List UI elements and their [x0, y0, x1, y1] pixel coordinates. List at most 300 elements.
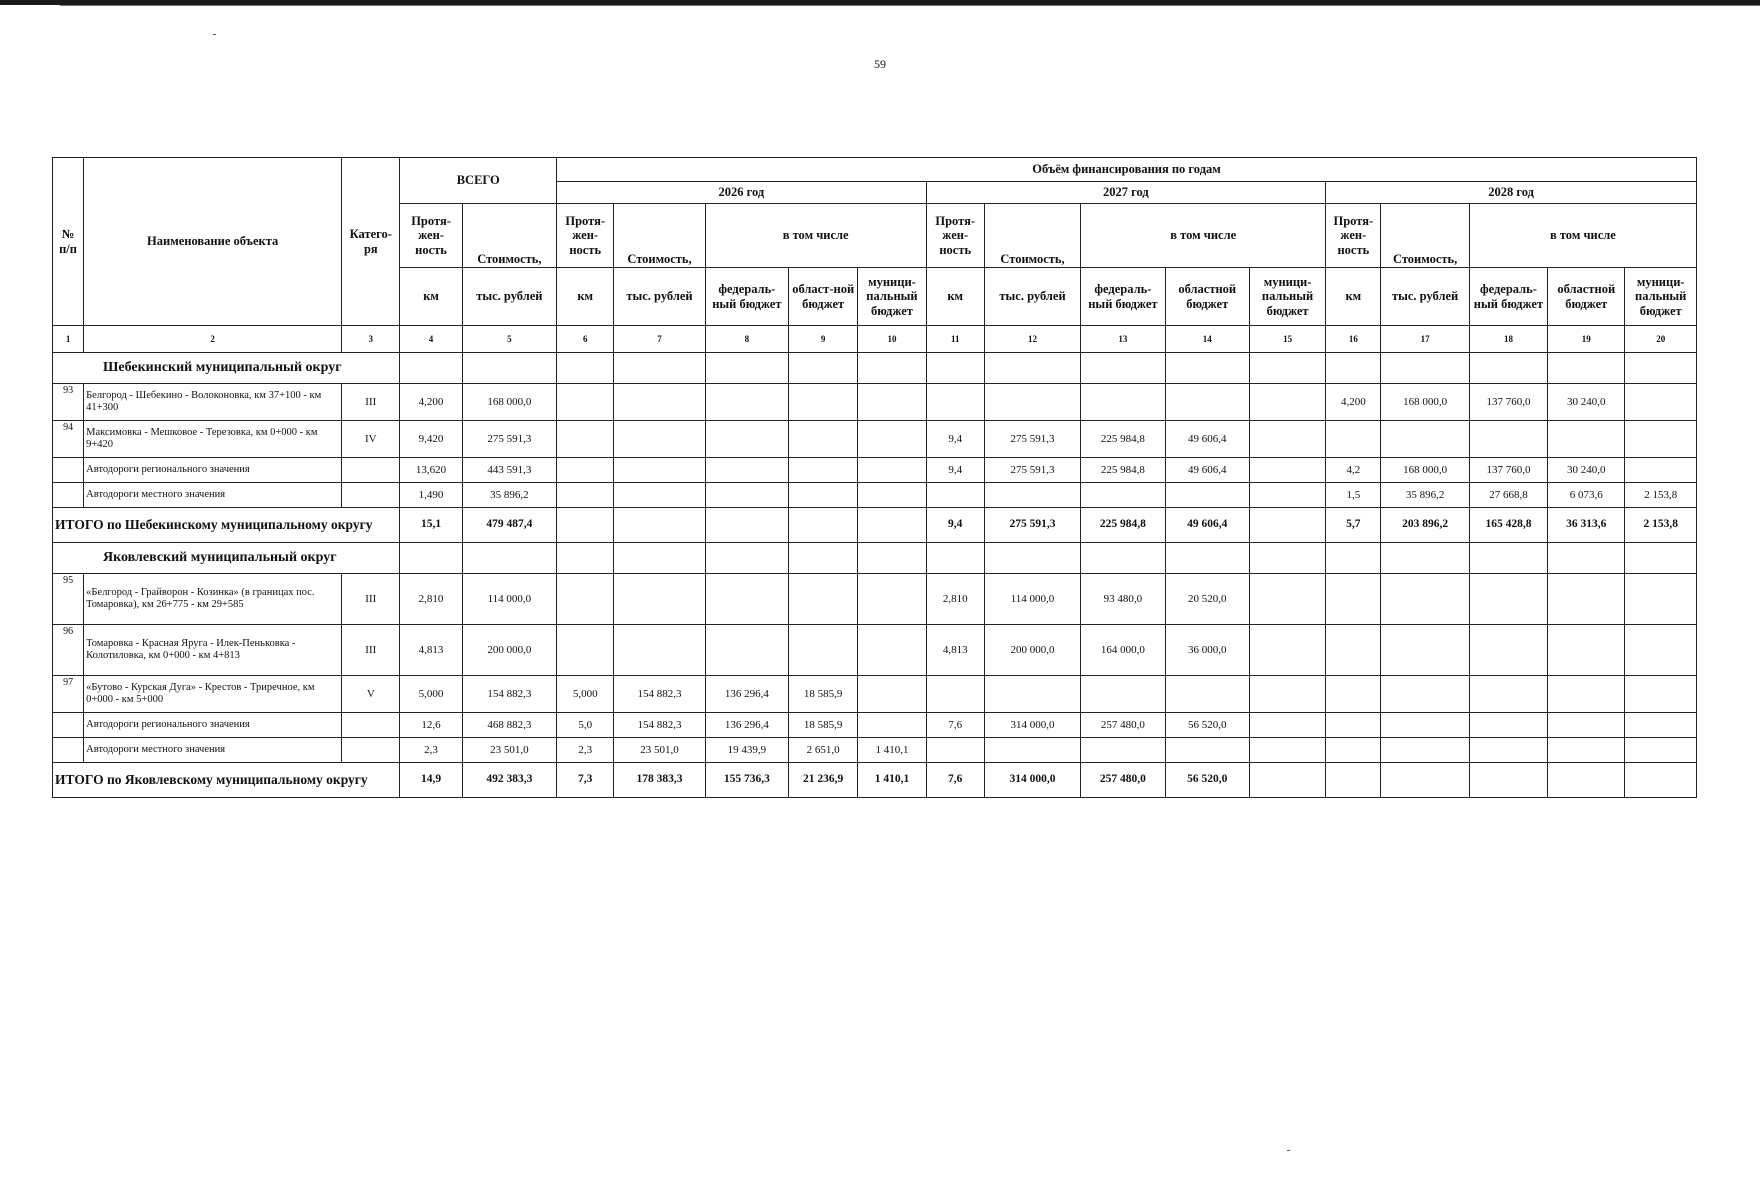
- value-cell: [1165, 676, 1249, 713]
- value-cell: 23 501,0: [614, 738, 705, 763]
- value-cell: [1381, 713, 1469, 738]
- value-cell: [1081, 384, 1165, 421]
- value-cell: [1249, 763, 1325, 798]
- value-cell: [557, 574, 614, 625]
- value-cell: 178 383,3: [614, 763, 705, 798]
- value-cell: [789, 384, 858, 421]
- empty-cell: [1548, 353, 1625, 384]
- value-cell: 30 240,0: [1548, 458, 1625, 483]
- row-number: 94: [53, 421, 84, 458]
- value-cell: [1381, 421, 1469, 458]
- value-cell: [1469, 574, 1547, 625]
- value-cell: [1381, 738, 1469, 763]
- value-cell: [1548, 738, 1625, 763]
- value-cell: [789, 421, 858, 458]
- empty-cell: [342, 483, 400, 508]
- scan-speck: [1287, 1150, 1290, 1151]
- value-cell: 49 606,4: [1165, 458, 1249, 483]
- value-cell: [1381, 574, 1469, 625]
- column-number-cell: 8: [705, 326, 788, 353]
- road-category: III: [342, 574, 400, 625]
- value-cell: 168 000,0: [1381, 384, 1469, 421]
- including-header: в том числе: [705, 204, 926, 268]
- value-cell: [1326, 421, 1381, 458]
- value-cell: [984, 738, 1080, 763]
- value-cell: 1 410,1: [858, 738, 926, 763]
- value-cell: 21 236,9: [789, 763, 858, 798]
- empty-cell: [926, 353, 984, 384]
- value-cell: 275 591,3: [462, 421, 556, 458]
- empty-cell: [614, 353, 705, 384]
- km-unit: км: [400, 268, 462, 326]
- mun-budget-header: муници-пальный бюджет: [1625, 268, 1697, 326]
- column-number-cell: 10: [858, 326, 926, 353]
- value-cell: 93 480,0: [1081, 574, 1165, 625]
- value-cell: 443 591,3: [462, 458, 556, 483]
- subtotal-row: [53, 458, 1697, 483]
- object-name: Томаровка - Красная Яруга - Илек-Пеньковка - Колотиловка, км 0+000 - км 4+813: [84, 625, 342, 676]
- value-cell: [984, 384, 1080, 421]
- empty-cell: [53, 483, 84, 508]
- object-row: [53, 625, 1697, 676]
- object-row: [53, 384, 1697, 421]
- table-body: [53, 326, 1697, 798]
- value-cell: 2 651,0: [789, 738, 858, 763]
- empty-cell: [1326, 353, 1381, 384]
- value-cell: 7,6: [926, 713, 984, 738]
- subtotal-name: Автодороги регионального значения: [84, 713, 342, 738]
- value-cell: 225 984,8: [1081, 421, 1165, 458]
- km-unit: км: [557, 268, 614, 326]
- value-cell: 200 000,0: [984, 625, 1080, 676]
- value-cell: 13,620: [400, 458, 462, 483]
- value-cell: 9,420: [400, 421, 462, 458]
- value-cell: [984, 483, 1080, 508]
- empty-cell: [342, 713, 400, 738]
- value-cell: [1326, 574, 1381, 625]
- road-category: V: [342, 676, 400, 713]
- financing-table: [52, 157, 1697, 798]
- value-cell: [557, 483, 614, 508]
- value-cell: [1249, 713, 1325, 738]
- object-row: [53, 676, 1697, 713]
- km-unit: км: [1326, 268, 1381, 326]
- subtotal-name: Автодороги местного значения: [84, 738, 342, 763]
- value-cell: [858, 508, 926, 543]
- value-cell: 225 984,8: [1081, 458, 1165, 483]
- value-cell: 154 882,3: [462, 676, 556, 713]
- value-cell: 9,4: [926, 458, 984, 483]
- empty-cell: [342, 738, 400, 763]
- empty-cell: [789, 353, 858, 384]
- value-cell: 137 760,0: [1469, 458, 1547, 483]
- year-header-2026: 2026 год: [557, 182, 927, 204]
- value-cell: 114 000,0: [984, 574, 1080, 625]
- value-cell: [926, 676, 984, 713]
- value-cell: [858, 458, 926, 483]
- subtotal-row: [53, 483, 1697, 508]
- column-number-cell: 5: [462, 326, 556, 353]
- column-number-cell: 4: [400, 326, 462, 353]
- empty-cell: [984, 353, 1080, 384]
- value-cell: 165 428,8: [1469, 508, 1547, 543]
- value-cell: [557, 421, 614, 458]
- value-cell: 35 896,2: [462, 483, 556, 508]
- value-cell: [1165, 738, 1249, 763]
- object-name: Белгород - Шебекино - Волоконовка, км 37+100 - км 41+300: [84, 384, 342, 421]
- value-cell: [1249, 483, 1325, 508]
- value-cell: 164 000,0: [1081, 625, 1165, 676]
- value-cell: [1381, 676, 1469, 713]
- road-category: IV: [342, 421, 400, 458]
- district-title: Яковлевский муниципальный округ: [53, 543, 400, 574]
- mun-budget-header: муници-пальный бюджет: [858, 268, 926, 326]
- value-cell: 1,490: [400, 483, 462, 508]
- mun-budget-header: муници-пальный бюджет: [1249, 268, 1325, 326]
- district-header-row: [53, 353, 1697, 384]
- value-cell: 7,3: [557, 763, 614, 798]
- value-cell: [557, 625, 614, 676]
- value-cell: [926, 483, 984, 508]
- empty-cell: [1548, 543, 1625, 574]
- cost-unit: тыс. рублей: [462, 268, 556, 326]
- value-cell: [557, 458, 614, 483]
- value-cell: 168 000,0: [462, 384, 556, 421]
- value-cell: [705, 421, 788, 458]
- reg-budget-header: областной бюджет: [1548, 268, 1625, 326]
- value-cell: [1625, 676, 1697, 713]
- value-cell: 18 585,9: [789, 676, 858, 713]
- empty-cell: [858, 353, 926, 384]
- value-cell: 136 296,4: [705, 713, 788, 738]
- empty-cell: [1381, 543, 1469, 574]
- value-cell: [1165, 384, 1249, 421]
- value-cell: 1 410,1: [858, 763, 926, 798]
- district-total-label: ИТОГО по Яковлевскому муниципальному округу: [53, 763, 400, 798]
- empty-cell: [1249, 543, 1325, 574]
- value-cell: 49 606,4: [1165, 508, 1249, 543]
- empty-cell: [1081, 543, 1165, 574]
- value-cell: [1548, 676, 1625, 713]
- value-cell: [1249, 676, 1325, 713]
- value-cell: 468 882,3: [462, 713, 556, 738]
- fed-budget-header: федераль-ный бюджет: [1081, 268, 1165, 326]
- empty-cell: [400, 353, 462, 384]
- value-cell: [926, 738, 984, 763]
- value-cell: 114 000,0: [462, 574, 556, 625]
- value-cell: 155 736,3: [705, 763, 788, 798]
- empty-cell: [858, 543, 926, 574]
- value-cell: 36 313,6: [1548, 508, 1625, 543]
- value-cell: 314 000,0: [984, 763, 1080, 798]
- value-cell: 27 668,8: [1469, 483, 1547, 508]
- value-cell: [557, 508, 614, 543]
- value-cell: [1469, 421, 1547, 458]
- value-cell: [1625, 458, 1697, 483]
- empty-cell: [1381, 353, 1469, 384]
- subtotal-name: Автодороги местного значения: [84, 483, 342, 508]
- value-cell: [614, 625, 705, 676]
- value-cell: [1625, 713, 1697, 738]
- row-number: 96: [53, 625, 84, 676]
- value-cell: [705, 458, 788, 483]
- including-header: в том числе: [1469, 204, 1696, 268]
- value-cell: [789, 574, 858, 625]
- value-cell: [984, 676, 1080, 713]
- value-cell: 154 882,3: [614, 713, 705, 738]
- value-cell: [1249, 738, 1325, 763]
- value-cell: [1326, 625, 1381, 676]
- value-cell: [1326, 676, 1381, 713]
- value-cell: [1548, 713, 1625, 738]
- column-number-cell: 12: [984, 326, 1080, 353]
- cost-header: Стоимость,: [614, 204, 705, 268]
- value-cell: 49 606,4: [1165, 421, 1249, 458]
- col-header-total: ВСЕГО: [400, 158, 557, 204]
- value-cell: 9,4: [926, 421, 984, 458]
- value-cell: 15,1: [400, 508, 462, 543]
- subtotal-name: Автодороги регионального значения: [84, 458, 342, 483]
- cost-unit: тыс. рублей: [1381, 268, 1469, 326]
- scan-top-edge-shadow: [60, 5, 1760, 6]
- value-cell: [789, 625, 858, 676]
- value-cell: 14,9: [400, 763, 462, 798]
- cost-header: Стоимость,: [462, 204, 556, 268]
- value-cell: [1625, 574, 1697, 625]
- value-cell: [1249, 574, 1325, 625]
- value-cell: 19 439,9: [705, 738, 788, 763]
- column-number-cell: 14: [1165, 326, 1249, 353]
- value-cell: [1081, 738, 1165, 763]
- value-cell: [1469, 625, 1547, 676]
- value-cell: [614, 421, 705, 458]
- object-name: «Белгород - Грайворон - Козинка» (в границах пос. Томаровка), км 26+775 - км 29+585: [84, 574, 342, 625]
- row-number: 95: [53, 574, 84, 625]
- value-cell: 5,000: [557, 676, 614, 713]
- value-cell: 36 000,0: [1165, 625, 1249, 676]
- empty-cell: [462, 543, 556, 574]
- value-cell: 225 984,8: [1081, 508, 1165, 543]
- column-number-cell: 3: [342, 326, 400, 353]
- empty-cell: [705, 543, 788, 574]
- length-header: Протя-жен-ность: [400, 204, 462, 268]
- value-cell: [1469, 738, 1547, 763]
- district-header-row: [53, 543, 1697, 574]
- object-name: Максимовка - Мешковое - Терезовка, км 0+000 - км 9+420: [84, 421, 342, 458]
- empty-cell: [984, 543, 1080, 574]
- page-number: 59: [874, 57, 886, 71]
- value-cell: 4,200: [400, 384, 462, 421]
- column-number-cell: 11: [926, 326, 984, 353]
- value-cell: 492 383,3: [462, 763, 556, 798]
- value-cell: 275 591,3: [984, 421, 1080, 458]
- value-cell: [705, 483, 788, 508]
- value-cell: [1326, 713, 1381, 738]
- col-header-funding: Объём финансирования по годам: [557, 158, 1697, 182]
- value-cell: 5,7: [1326, 508, 1381, 543]
- value-cell: 20 520,0: [1165, 574, 1249, 625]
- empty-cell: [557, 353, 614, 384]
- empty-cell: [1625, 353, 1697, 384]
- year-header-2027: 2027 год: [926, 182, 1326, 204]
- value-cell: [858, 384, 926, 421]
- object-name: «Бутово - Курская Дуга» - Крестов - Триречное, км 0+000 - км 5+000: [84, 676, 342, 713]
- fed-budget-header: федераль-ный бюджет: [705, 268, 788, 326]
- value-cell: [1249, 384, 1325, 421]
- empty-cell: [1165, 353, 1249, 384]
- column-number-cell: 18: [1469, 326, 1547, 353]
- road-category: III: [342, 384, 400, 421]
- value-cell: 203 896,2: [1381, 508, 1469, 543]
- column-number-cell: 19: [1548, 326, 1625, 353]
- value-cell: 56 520,0: [1165, 763, 1249, 798]
- empty-cell: [53, 713, 84, 738]
- district-total-row: [53, 763, 1697, 798]
- column-number-cell: 1: [53, 326, 84, 353]
- value-cell: [1326, 738, 1381, 763]
- row-number: 97: [53, 676, 84, 713]
- empty-cell: [53, 738, 84, 763]
- row-number: 93: [53, 384, 84, 421]
- scan-speck: [213, 34, 216, 35]
- value-cell: [1625, 625, 1697, 676]
- value-cell: 257 480,0: [1081, 713, 1165, 738]
- value-cell: 4,813: [400, 625, 462, 676]
- column-number-cell: 20: [1625, 326, 1697, 353]
- length-header: Протя-жен-ность: [1326, 204, 1381, 268]
- column-number-row: [53, 326, 1697, 353]
- column-number-cell: 13: [1081, 326, 1165, 353]
- value-cell: 2,3: [557, 738, 614, 763]
- value-cell: 30 240,0: [1548, 384, 1625, 421]
- reg-budget-header: областной бюджет: [1165, 268, 1249, 326]
- empty-cell: [926, 543, 984, 574]
- value-cell: 18 585,9: [789, 713, 858, 738]
- value-cell: 2,3: [400, 738, 462, 763]
- empty-cell: [1469, 543, 1547, 574]
- value-cell: [1625, 738, 1697, 763]
- column-number-cell: 15: [1249, 326, 1325, 353]
- value-cell: [1381, 625, 1469, 676]
- value-cell: 275 591,3: [984, 458, 1080, 483]
- value-cell: [1625, 763, 1697, 798]
- col-header-num: № п/п: [53, 158, 84, 326]
- cost-header: Стоимость,: [1381, 204, 1469, 268]
- empty-cell: [1165, 543, 1249, 574]
- value-cell: 200 000,0: [462, 625, 556, 676]
- column-number-cell: 6: [557, 326, 614, 353]
- value-cell: [789, 458, 858, 483]
- column-number-cell: 16: [1326, 326, 1381, 353]
- column-number-cell: 17: [1381, 326, 1469, 353]
- value-cell: 4,200: [1326, 384, 1381, 421]
- value-cell: 275 591,3: [984, 508, 1080, 543]
- value-cell: [614, 384, 705, 421]
- value-cell: 136 296,4: [705, 676, 788, 713]
- column-number-cell: 9: [789, 326, 858, 353]
- value-cell: [614, 483, 705, 508]
- value-cell: [858, 421, 926, 458]
- object-row: [53, 421, 1697, 458]
- value-cell: [1548, 763, 1625, 798]
- value-cell: 257 480,0: [1081, 763, 1165, 798]
- col-header-category: Катего-ря: [342, 158, 400, 326]
- empty-cell: [342, 458, 400, 483]
- district-title: Шебекинский муниципальный округ: [53, 353, 400, 384]
- subtotal-row: [53, 738, 1697, 763]
- value-cell: 479 487,4: [462, 508, 556, 543]
- value-cell: [858, 574, 926, 625]
- col-header-name: Наименование объекта: [84, 158, 342, 326]
- km-unit: км: [926, 268, 984, 326]
- value-cell: [789, 508, 858, 543]
- value-cell: 4,813: [926, 625, 984, 676]
- length-header: Протя-жен-ность: [557, 204, 614, 268]
- value-cell: [1081, 483, 1165, 508]
- value-cell: 168 000,0: [1381, 458, 1469, 483]
- value-cell: [1249, 458, 1325, 483]
- value-cell: [614, 508, 705, 543]
- cost-unit: тыс. рублей: [614, 268, 705, 326]
- value-cell: 5,000: [400, 676, 462, 713]
- year-header-2028: 2028 год: [1326, 182, 1697, 204]
- empty-cell: [705, 353, 788, 384]
- value-cell: 35 896,2: [1381, 483, 1469, 508]
- value-cell: [1249, 625, 1325, 676]
- value-cell: 56 520,0: [1165, 713, 1249, 738]
- value-cell: 2,810: [400, 574, 462, 625]
- value-cell: [1249, 421, 1325, 458]
- empty-cell: [1249, 353, 1325, 384]
- value-cell: [1165, 483, 1249, 508]
- value-cell: [705, 384, 788, 421]
- including-header: в том числе: [1081, 204, 1326, 268]
- cost-header: Стоимость,: [984, 204, 1080, 268]
- empty-cell: [462, 353, 556, 384]
- value-cell: [705, 625, 788, 676]
- value-cell: 314 000,0: [984, 713, 1080, 738]
- value-cell: [1625, 384, 1697, 421]
- empty-cell: [53, 458, 84, 483]
- empty-cell: [1625, 543, 1697, 574]
- value-cell: [858, 676, 926, 713]
- value-cell: [1249, 508, 1325, 543]
- value-cell: [1625, 421, 1697, 458]
- value-cell: [614, 574, 705, 625]
- value-cell: 154 882,3: [614, 676, 705, 713]
- district-total-label: ИТОГО по Шебекинскому муниципальному округу: [53, 508, 400, 543]
- value-cell: 137 760,0: [1469, 384, 1547, 421]
- empty-cell: [1469, 353, 1547, 384]
- empty-cell: [1326, 543, 1381, 574]
- district-total-row: [53, 508, 1697, 543]
- value-cell: [705, 508, 788, 543]
- column-number-cell: 7: [614, 326, 705, 353]
- value-cell: [1548, 421, 1625, 458]
- value-cell: 6 073,6: [1548, 483, 1625, 508]
- column-number-cell: 2: [84, 326, 342, 353]
- value-cell: [1469, 676, 1547, 713]
- value-cell: 1,5: [1326, 483, 1381, 508]
- value-cell: 5,0: [557, 713, 614, 738]
- road-category: III: [342, 625, 400, 676]
- value-cell: [858, 713, 926, 738]
- value-cell: 12,6: [400, 713, 462, 738]
- value-cell: [705, 574, 788, 625]
- value-cell: 2 153,8: [1625, 483, 1697, 508]
- value-cell: [1081, 676, 1165, 713]
- reg-budget-header: област-ной бюджет: [789, 268, 858, 326]
